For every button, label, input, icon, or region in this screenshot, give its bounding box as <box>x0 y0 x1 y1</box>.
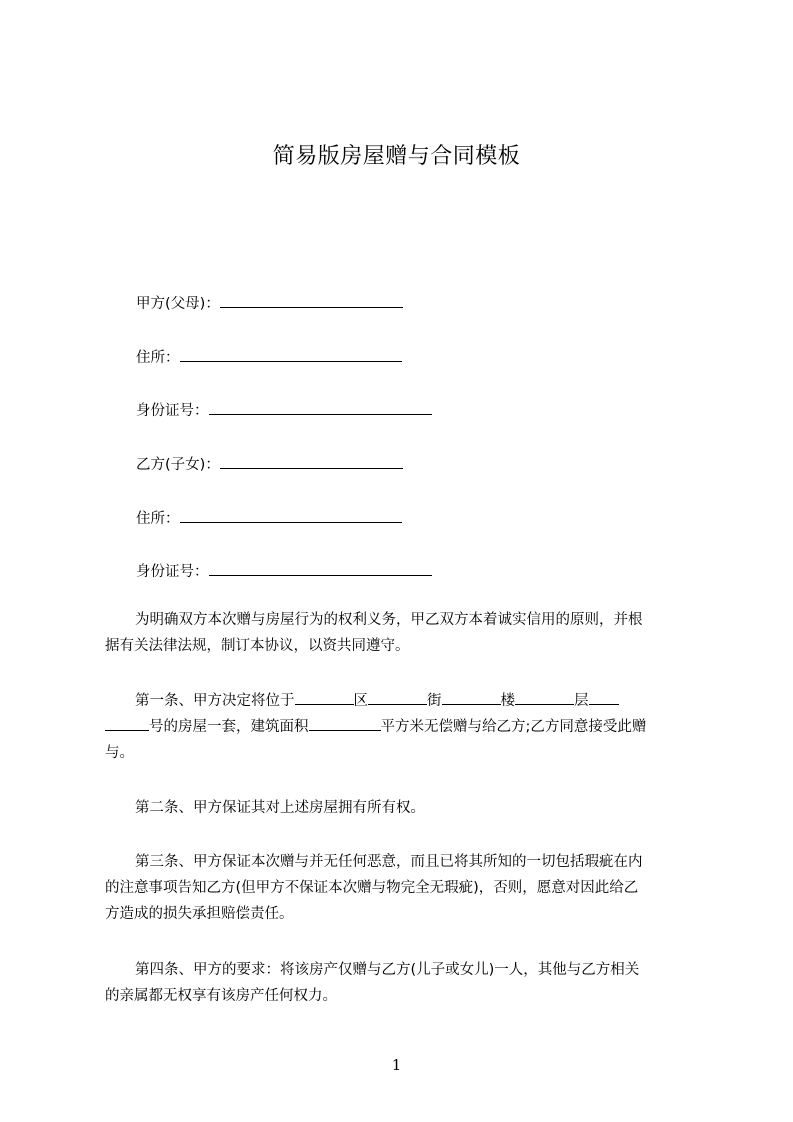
party-b-address-label: 住所： <box>136 511 180 527</box>
district-blank <box>295 689 354 705</box>
floor-blank <box>515 689 574 705</box>
article-1-text-d: 楼 <box>500 693 515 709</box>
number-blank-end <box>105 715 149 731</box>
party-a-label: 甲方(父母)： <box>136 296 220 312</box>
article-4-line-1: 第四条、甲方的要求：将该房产仅赠与乙方(儿子或女儿)一人，其他与乙方相关 <box>135 962 640 978</box>
article-1-text-c: 街 <box>427 693 442 709</box>
article-4-line-2: 的亲属都无权享有该房产任何权力。 <box>105 988 337 1004</box>
party-b-label: 乙方(子女)： <box>136 457 220 473</box>
party-a-id-label: 身份证号： <box>136 403 209 419</box>
party-b-name-blank <box>220 453 403 469</box>
party-b-id-label: 身份证号： <box>136 564 209 580</box>
party-b-name-field <box>136 453 403 475</box>
number-blank-start <box>589 689 619 705</box>
party-a-name-blank <box>220 292 403 308</box>
article-3-line-3: 方造成的损失承担赔偿责任。 <box>105 906 294 922</box>
party-b-id-blank <box>209 560 432 576</box>
page-number: 1 <box>391 1056 402 1074</box>
party-a-address-blank <box>180 346 402 362</box>
article-1-text-a: 第一条、甲方决定将位于 <box>135 693 295 709</box>
party-b-address-field <box>136 507 402 529</box>
building-blank <box>442 689 501 705</box>
article-2-line-1: 第二条、甲方保证其对上述房屋拥有所有权。 <box>135 800 425 816</box>
street-blank <box>368 689 427 705</box>
article-1-text-g: 平方米无偿赠与给乙方;乙方同意接受此赠 <box>380 719 647 735</box>
document-title: 简易版房屋赠与合同模板 <box>272 144 521 169</box>
party-b-address-blank <box>180 507 402 523</box>
article-1-text-e: 层 <box>574 693 589 709</box>
party-a-address-label: 住所： <box>136 350 180 366</box>
article-3-line-1: 第三条、甲方保证本次赠与并无任何恶意，而且已将其所知的一切包括瑕疵在内 <box>135 854 643 870</box>
area-blank <box>309 715 381 731</box>
party-a-id-field <box>136 399 432 421</box>
article-3-line-2: 的注意事项告知乙方(但甲方不保证本次赠与物完全无瑕疵)，否则，愿意对因此给乙 <box>105 880 639 896</box>
party-a-address-field <box>136 346 402 368</box>
article-1-line-2 <box>105 714 701 740</box>
article-1-paragraph <box>105 688 701 766</box>
article-2-paragraph <box>105 795 701 821</box>
intro-line-1: 为明确双方本次赠与房屋行为的权利义务，甲乙双方本着诚实信用的原则，并根 <box>135 612 643 628</box>
article-1-line-3: 与。 <box>105 745 134 761</box>
article-1-text-b: 区 <box>353 693 368 709</box>
article-3-paragraph <box>105 849 701 927</box>
party-a-id-blank <box>209 399 432 415</box>
party-b-id-field <box>136 560 432 582</box>
article-4-paragraph <box>105 957 701 1009</box>
party-a-name-field <box>136 292 403 314</box>
article-1-text-f: 号的房屋一套，建筑面积 <box>149 719 309 735</box>
intro-line-2: 据有关法律法规，制订本协议，以资共同遵守。 <box>105 638 410 654</box>
article-1-line-1 <box>105 688 701 714</box>
intro-paragraph <box>105 607 701 659</box>
